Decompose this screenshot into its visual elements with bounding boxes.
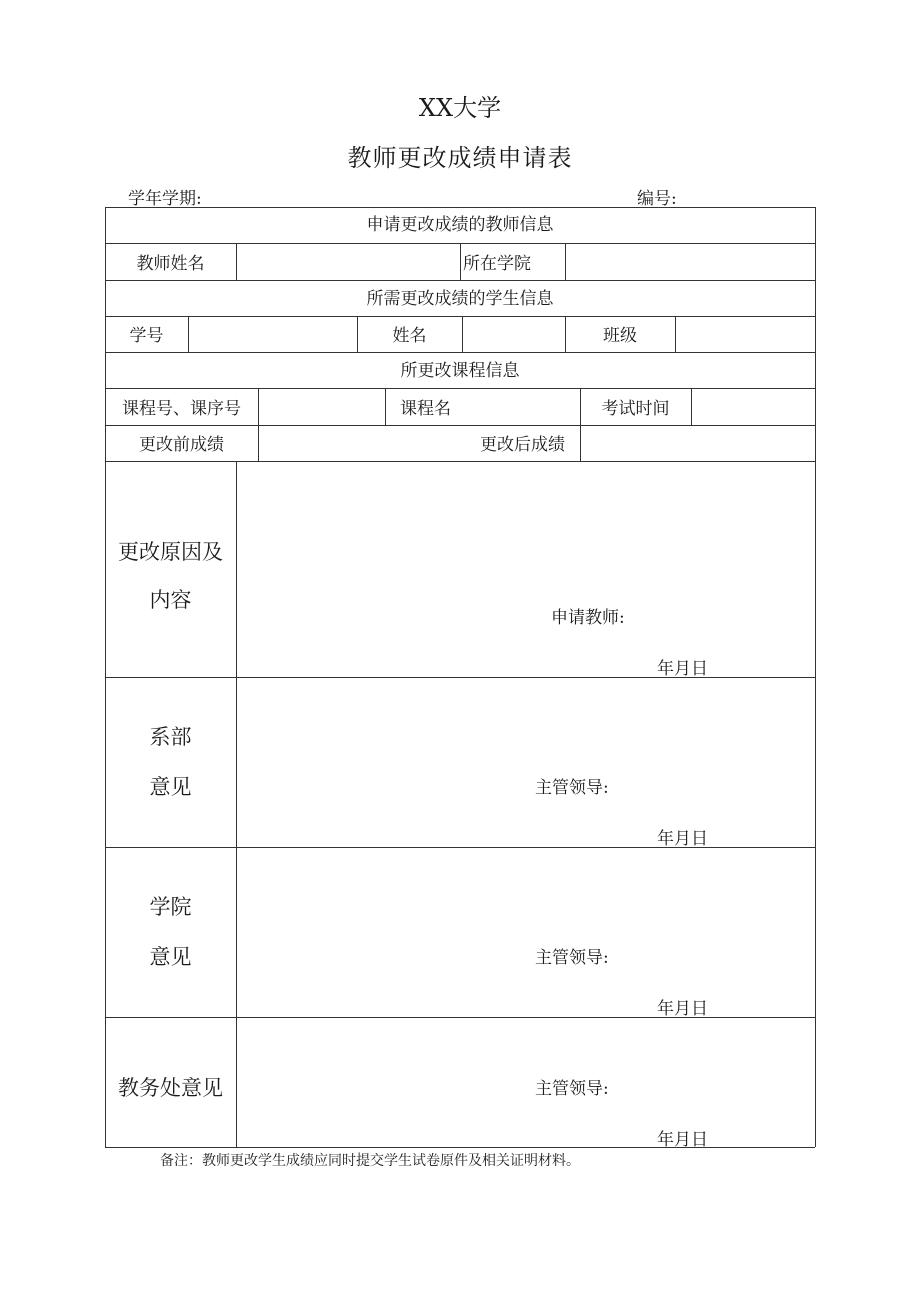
grade-after-field[interactable] xyxy=(581,428,814,458)
number-label: 编号: xyxy=(637,189,677,209)
grade-before-label: 更改前成绩 xyxy=(139,435,224,455)
row-line xyxy=(105,425,815,426)
teacher-name-field[interactable] xyxy=(237,247,459,277)
application-form-table xyxy=(105,207,815,1150)
course-no-label: 课程号、课序号 xyxy=(122,399,241,419)
reason-date-label: 年月日 xyxy=(657,659,708,679)
row-line xyxy=(105,352,815,353)
college-field[interactable] xyxy=(566,247,814,277)
college-leader-label: 主管领导: xyxy=(535,948,609,968)
section-teacher-info: 申请更改成绩的教师信息 xyxy=(366,215,554,235)
row-line xyxy=(105,388,815,389)
border-bottom xyxy=(105,1147,815,1148)
exam-time-label: 考试时间 xyxy=(601,399,670,419)
university-name: XX大学 xyxy=(418,94,502,122)
border-right xyxy=(815,207,816,1147)
applicant-teacher-label: 申请教师: xyxy=(551,608,625,628)
college-opinion-line1: 学院 xyxy=(149,895,192,919)
department-leader-label: 主管领导: xyxy=(535,778,609,798)
course-name-label: 课程名 xyxy=(400,399,451,419)
row-line xyxy=(105,1017,815,1018)
student-id-label: 学号 xyxy=(129,326,164,346)
reason-label-line1: 更改原因及 xyxy=(118,540,223,564)
student-id-field[interactable] xyxy=(189,319,356,349)
academic-affairs-leader-label: 主管领导: xyxy=(535,1079,609,1099)
exam-time-field[interactable] xyxy=(692,392,814,422)
teacher-name-label: 教师姓名 xyxy=(136,254,205,274)
border-top xyxy=(105,207,815,208)
row-line xyxy=(105,280,815,281)
student-name-field[interactable] xyxy=(463,319,564,349)
class-label: 班级 xyxy=(603,326,637,346)
department-date-label: 年月日 xyxy=(657,829,708,849)
grade-after-label: 更改后成绩 xyxy=(480,435,565,455)
section-student-info: 所需更改成绩的学生信息 xyxy=(366,289,554,309)
academic-affairs-label: 教务处意见 xyxy=(118,1076,223,1100)
term-label: 学年学期: xyxy=(128,189,202,209)
department-label-line1: 系部 xyxy=(149,725,192,749)
form-title: 教师更改成绩申请表 xyxy=(347,144,573,172)
class-field[interactable] xyxy=(676,319,814,349)
row-line xyxy=(105,677,815,678)
academic-affairs-date-label: 年月日 xyxy=(657,1130,708,1150)
col-line xyxy=(236,461,237,1147)
department-label-line2: 意见 xyxy=(149,775,192,799)
college-date-label: 年月日 xyxy=(657,999,708,1019)
col-line xyxy=(460,243,461,280)
college-label: 所在学院 xyxy=(463,254,531,274)
row-line xyxy=(105,316,815,317)
college-opinion-line2: 意见 xyxy=(149,945,192,969)
reason-label-line2: 内容 xyxy=(149,588,192,612)
col-line xyxy=(258,425,259,461)
student-name-label: 姓名 xyxy=(392,326,427,346)
footnote: 备注：教师更改学生成绩应同时提交学生试卷原件及相关证明材料。 xyxy=(160,1153,580,1169)
row-line xyxy=(105,461,815,462)
course-no-field[interactable] xyxy=(259,392,384,422)
col-line xyxy=(385,388,386,425)
row-line xyxy=(105,847,815,848)
section-course-info: 所更改课程信息 xyxy=(400,361,520,381)
